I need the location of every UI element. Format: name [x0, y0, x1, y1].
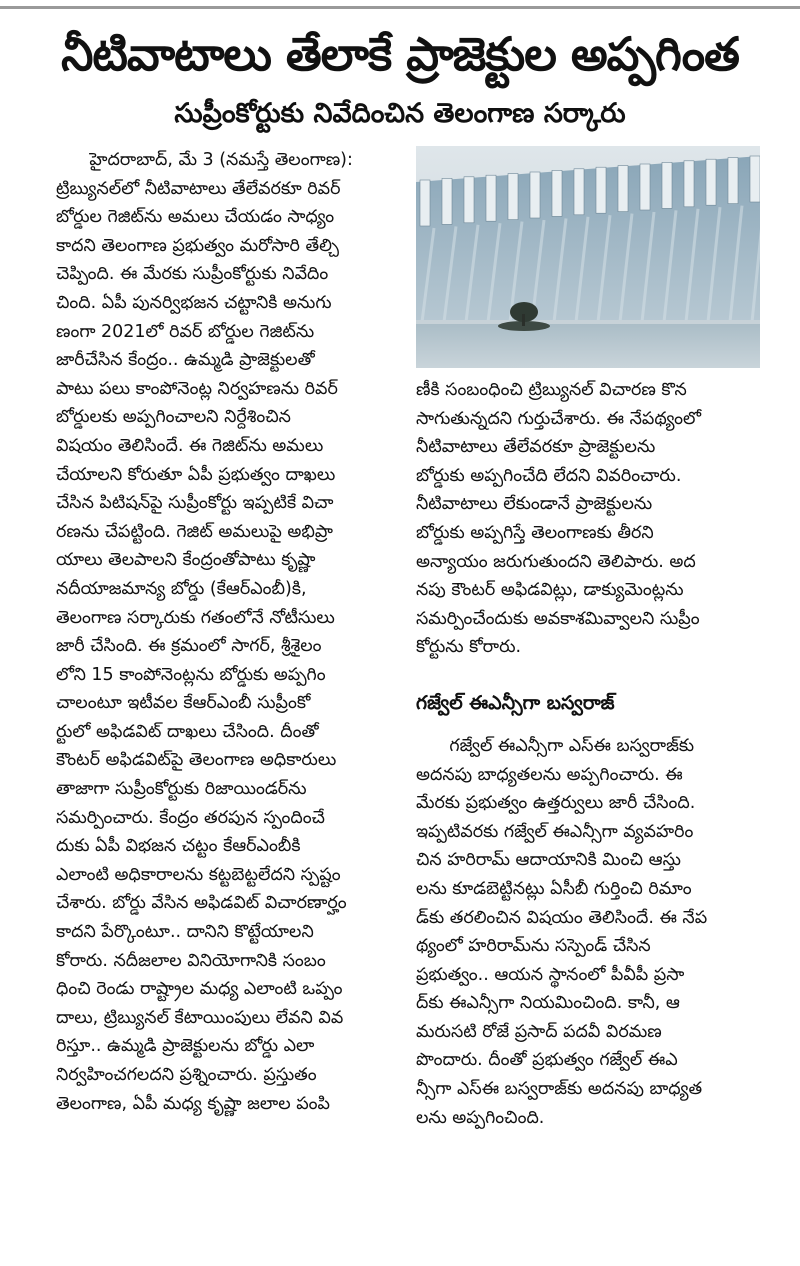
text-line: దాలు, ట్రిబ్యునల్ కేటాయింపులు లేవని వివ [56, 1007, 344, 1028]
text-line: విషయం తెలిసిందే. ఈ గెజిట్‌ను అమలు [56, 435, 324, 456]
text-line: నీటివాటాలు తేలేవరకూ ప్రాజెక్టులను [416, 437, 656, 458]
text-line: సమర్పించారు. కేంద్రం తరపున స్పందించే [56, 807, 325, 828]
text-line: లను కూడబెట్టినట్లు ఏసీబీ గుర్తించి రిమాం [416, 878, 692, 899]
text-line: పాటు పలు కాంపోనెంట్ల నిర్వహణను రివర్ [56, 378, 338, 399]
text-line: ధించి రెండు రాష్ట్రాల మధ్య ఎలాంటి ఒప్పం [56, 979, 343, 1000]
text-line: కాదని పేర్కొంటూ.. దానిని కొట్టేయాలని [56, 922, 314, 943]
text-line: అదనపు బాధ్యతలను అప్పగించారు. ఈ [416, 764, 683, 785]
text-line: బోర్డులకు అప్పగించాలని నిర్దేశించిన [56, 407, 291, 428]
subheadline: సుప్రీంకోర్టుకు నివేదించిన తెలంగాణ సర్కారు [174, 98, 626, 129]
text-line: హైదరాబాద్, మే 3 (నమస్తే తెలంగాణ): [56, 150, 353, 170]
text-line: పొందారు. దీంతో ప్రభుత్వం గజ్వేల్ ఈఎ [416, 1050, 678, 1071]
text-line: న్సీగా ఎస్ఈ బస్వరాజ్‌కు అదనపు బాధ్యత [416, 1079, 703, 1100]
text-line: సాగుతున్నదని గుర్తుచేశారు. ఈ నేపథ్యంలో [416, 408, 702, 429]
left-column-text [56, 146, 396, 1118]
text-line: ణీకి సంబంధించి ట్రిబ్యునల్ విచారణ కొన [416, 380, 687, 400]
text-line: దుకు ఏపీ విభజన చట్టం కేఆర్ఎంబీకి [56, 836, 301, 857]
dam-photo [416, 146, 760, 368]
text-line: నదీయాజమాన్య బోర్డు (కేఆర్ఎంబీ)కి, [56, 578, 307, 599]
text-line: నీటివాటాలు లేకుండానే ప్రాజెక్టులను [416, 494, 653, 515]
text-line: చెప్పింది. ఈ మేరకు సుప్రీంకోర్టుకు నివేదిం [56, 264, 329, 285]
text-line: చిన హరిరామ్ ఆదాయానికి మించి ఆస్తు [416, 850, 681, 871]
text-line: రిస్తూ.. ఉమ్మడి ప్రాజెక్టులను బోర్డు ఎలా [56, 1036, 315, 1057]
text-line: బోర్డుకు అప్పగిస్తే తెలంగాణకు తీరని [416, 522, 654, 543]
text-line: తెలంగాణ సర్కారుకు గతంలోనే నోటీసులు [56, 607, 335, 628]
text-line: అన్యాయం జరుగుతుందని తెలిపారు. అద [416, 551, 696, 572]
text-line: మరుసటి రోజే ప్రసాద్ పదవీ విరమణ [416, 1021, 662, 1042]
right-column-section-text [416, 732, 760, 1132]
text-line: మేరకు ప్రభుత్వం ఉత్తర్వులు జారీ చేసింది. [416, 793, 696, 814]
right-column [416, 146, 760, 1132]
text-line: ఎలాంటి అధికారాలను కట్టబెట్టలేదని స్పష్టం [56, 864, 341, 885]
text-line: చింది. ఏపీ పునర్విభజన చట్టానికి అనుగు [56, 292, 332, 313]
text-line: సమర్పించేందుకు అవకాశమివ్వాలని సుప్రీం [416, 608, 700, 629]
text-line: రణను చేపట్టింది. గెజిట్ అమలుపై అభిప్రా [56, 521, 333, 542]
text-line: జారీ చేసింది. ఈ క్రమంలో సాగర్, శ్రీశైలం [56, 636, 322, 657]
text-line: ణంగా 2021లో రివర్ బోర్డుల గెజిట్‌ను [56, 321, 315, 342]
text-line: కోరారు. నదీజలాల వినియోగానికి సంబం [56, 950, 326, 971]
text-line: థ్యంలో హరిరామ్‌ను సస్పెండ్ చేసిన [416, 936, 651, 957]
text-line: నపు కౌంటర్ అఫిడవిట్లు, డాక్యుమెంట్లను [416, 580, 684, 601]
text-line: చేయాలని కోరుతూ ఏపీ ప్రభుత్వం దాఖలు [56, 464, 336, 485]
text-line: ద్‌కు ఈఎన్సీగా నియమించింది. కానీ, ఆ [416, 993, 680, 1014]
text-line: తాజాగా సుప్రీంకోర్టుకు రిజాయిండర్‌ను [56, 779, 307, 800]
section-subheading: గజ్వేల్ ఈఎన్సీగా బస్వరాజ్ [416, 691, 615, 714]
text-line: కౌంటర్ అఫిడవిట్‌పై తెలంగాణ అధికారులు [56, 750, 337, 771]
text-line: చేశారు. బోర్డు వేసిన అఫిడవిట్ విచారణార్హం [56, 893, 347, 914]
headline: నీటివాటాలు తేలాకే ప్రాజెక్టుల అప్పగింత [61, 27, 739, 81]
text-line: తెలంగాణ, ఏపీ మధ్య కృష్ణా జలాల పంపి [56, 1093, 330, 1114]
text-line: ట్రిబ్యునల్‌లో నీటివాటాలు తేలేవరకూ రివర్ [56, 178, 341, 199]
text-line: చేసిన పిటిషన్‌పై సుప్రీంకోర్టు ఇప్పటికే విచా [56, 493, 334, 514]
text-line: జారీచేసిన కేంద్రం.. ఉమ్మడి ప్రాజెక్టులతో [56, 350, 315, 371]
text-line: ర్టులో అఫిడవిట్ దాఖలు చేసింది. దీంతో [56, 721, 319, 742]
text-line: ప్రభుత్వం.. ఆయన స్థానంలో పీవీపీ ప్రసా [416, 964, 685, 985]
top-rule [0, 6, 800, 9]
text-line: చాలంటూ ఇటీవల కేఆర్ఎంబీ సుప్రీంకో [56, 693, 311, 714]
text-line: యాలు తెలపాలని కేంద్రంతోపాటు కృష్ణా [56, 550, 316, 571]
text-line: ఇప్పటివరకు గజ్వేల్ ఈఎన్సీగా వ్యవహరిం [416, 821, 694, 842]
text-line: బోర్డుకు అప్పగించేది లేదని వివరించారు. [416, 465, 682, 486]
text-line: బోర్డుల గెజిట్‌ను అమలు చేయడం సాధ్యం [56, 207, 335, 228]
text-line: కోర్టును కోరారు. [416, 637, 522, 658]
text-line: కాదని తెలంగాణ ప్రభుత్వం మరోసారి తేల్చి [56, 235, 340, 256]
left-column [56, 146, 396, 1118]
text-line: లోని 15 కాంపోనెంట్లను బోర్డుకు అప్పగిం [56, 664, 326, 685]
text-line: గజ్వేల్ ఈఎన్సీగా ఎస్ఈ బస్వరాజ్‌కు [416, 735, 695, 756]
right-column-continuation-text [416, 376, 760, 662]
text-line: లను అప్పగించింది. [416, 1107, 545, 1128]
text-line: నిర్వహించగలదని ప్రశ్నించారు. ప్రస్తుతం [56, 1065, 317, 1085]
text-line: డ్‌కు తరలించిన విషయం తెలిసిందే. ఈ నేప [416, 907, 708, 928]
